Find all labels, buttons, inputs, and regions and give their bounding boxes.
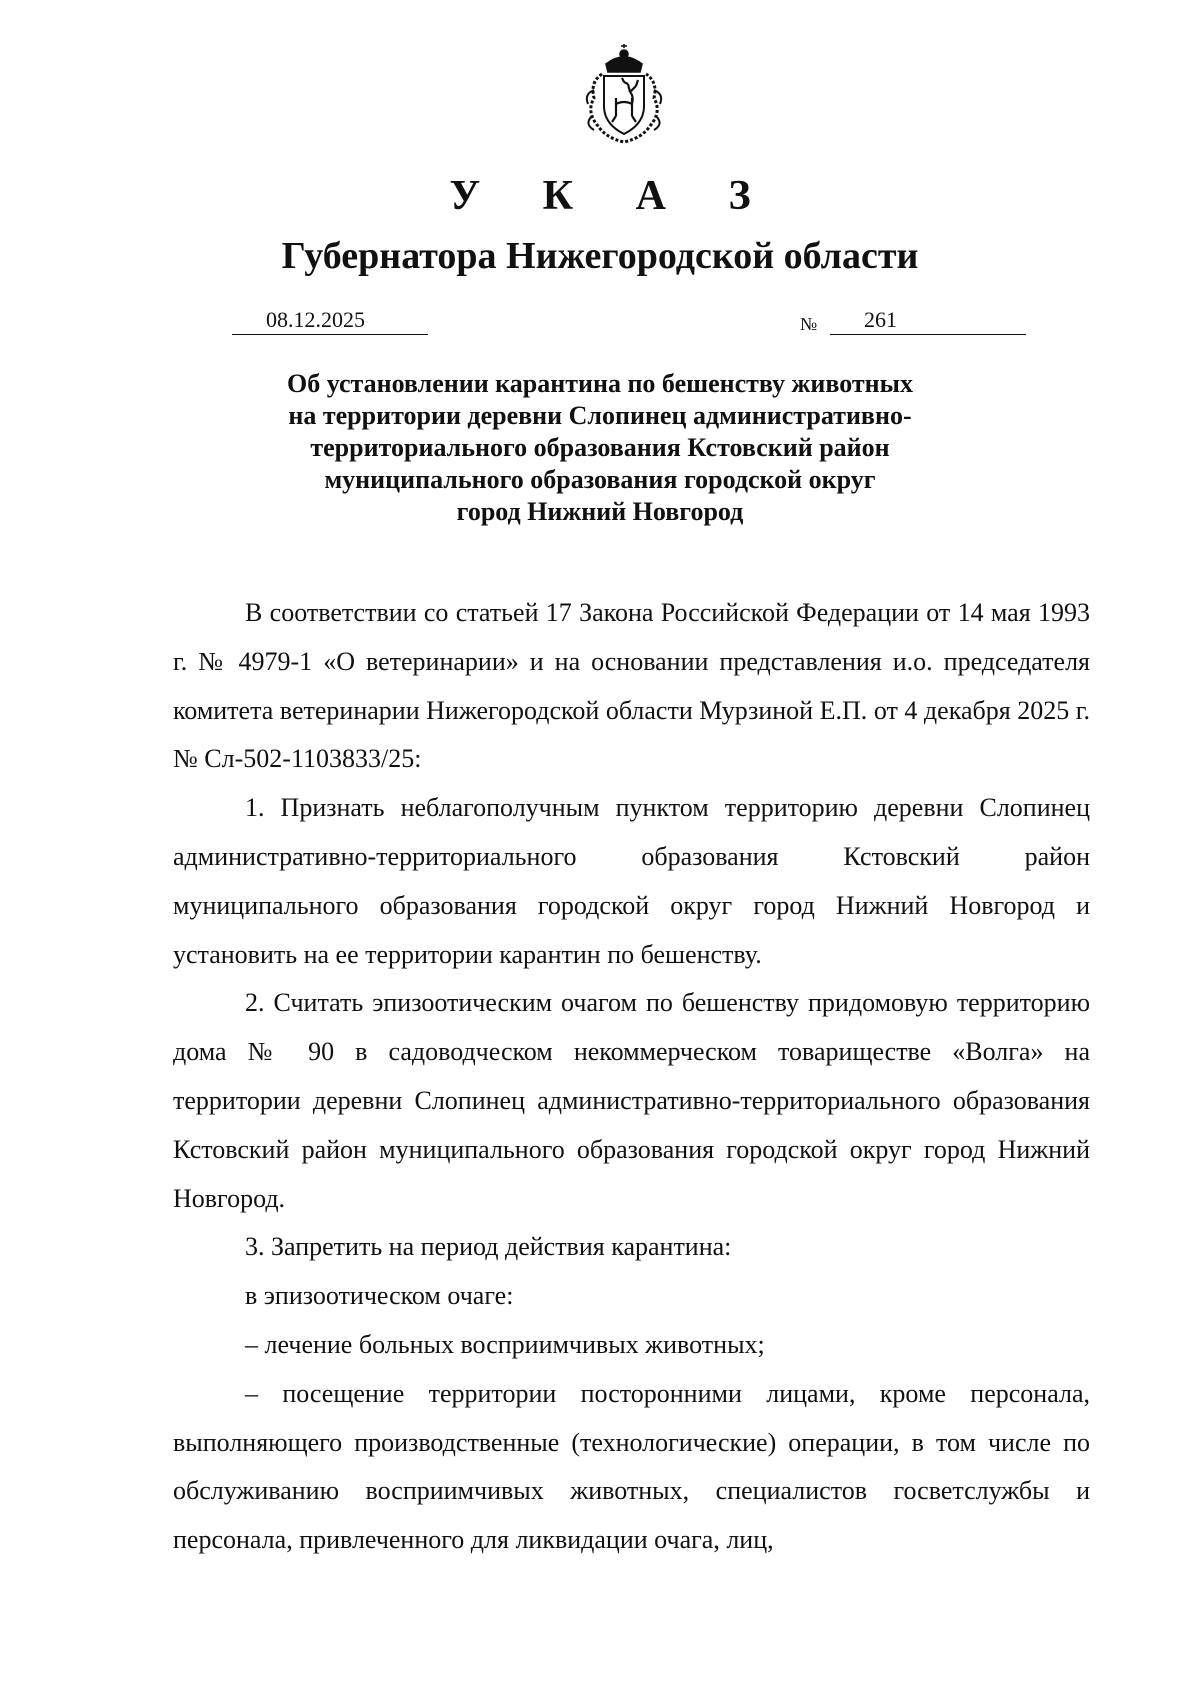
document-subject [190, 368, 1010, 528]
clause-1-paragraph: 1. Признать неблагополучным пунктом территорию деревни Слопинец административно-территориального образования Кстовский район муниципального образования городской округ город Нижний Новгород и установить на ее территории карантин по бешенству. [173, 793, 1090, 969]
document-number: 261 [864, 307, 897, 332]
clause-2-paragraph: 2. Считать эпизоотическим очагом по бешенству придомовую территорию дома № 90 в садоводческом некоммерческом товариществе «Волга» на территории деревни Слопинец административно-территориального образования Кстовский район муниципального образования городской округ город Нижний Новгород. [173, 988, 1090, 1213]
subject-line: Об установлении карантина по бешенству животных [287, 369, 913, 398]
document-body [173, 589, 1090, 1565]
subject-line: территориального образования Кстовский район [310, 433, 890, 462]
issuer-title: Губернатора Нижегородской области [281, 235, 919, 277]
clause-3-paragraph: 3. Запретить на период действия карантина: [245, 1232, 732, 1262]
clause-3-item: – посещение территории посторонними лицами, кроме персонала, выполняющего производственные (технологические) операции, в том числе по обслуживанию восприимчивых животных, специалистов госветслужбы и персонала, привлеченного для ликвидации очага, лиц, [173, 1378, 1090, 1555]
document-type-title: У К А З [449, 173, 777, 219]
number-sign: № [800, 314, 818, 334]
clause-3-item: – лечение больных восприимчивых животных; [245, 1329, 765, 1359]
subject-line: муниципального образования городской округ [324, 465, 876, 494]
preamble-paragraph: В соответствии со статьей 17 Закона Российской Федерации от 14 мая 1993 г. № 4979-1 «О ветеринарии» и на основании представления и.о. председателя комитета ветеринарии Нижегородской области Мурзиной Е.П. от 4 декабря 2025 г. № Сл-502-1103833/25: [173, 598, 1090, 774]
coat-of-arms-emblem [572, 42, 676, 146]
number-field [830, 308, 1026, 335]
subject-line: город Нижний Новгород [456, 497, 744, 526]
date-field [232, 308, 428, 335]
document-date: 08.12.2025 [266, 307, 365, 332]
clause-3-subheading: в эпизоотическом очаге: [245, 1281, 514, 1311]
subject-line: на территории деревни Слопинец административно- [288, 401, 912, 430]
